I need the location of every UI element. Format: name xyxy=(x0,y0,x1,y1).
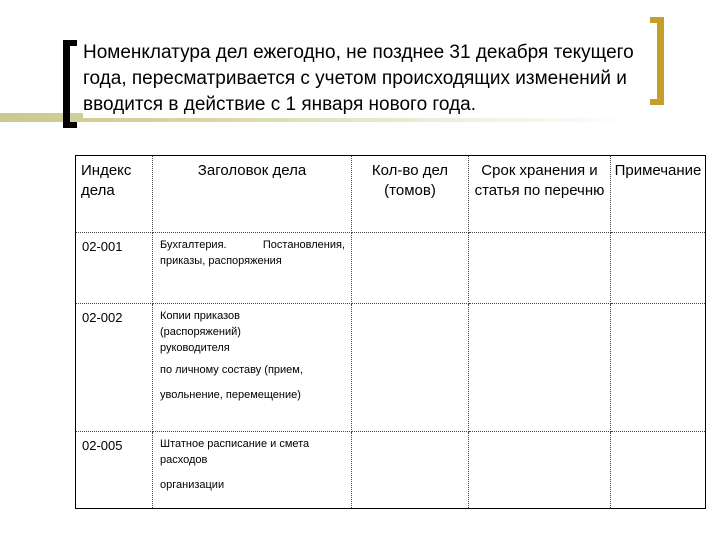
heading-line: увольнение, перемещение) xyxy=(160,389,301,401)
right-bracket-decoration xyxy=(650,17,664,105)
cell-index: 02-002 xyxy=(76,304,153,432)
cell-index: 02-005 xyxy=(76,432,153,509)
header-heading: Заголовок дела xyxy=(153,156,352,233)
cell-retention xyxy=(469,432,611,509)
cell-heading xyxy=(153,233,352,304)
table-row xyxy=(76,304,706,432)
cell-volumes xyxy=(352,233,469,304)
cell-retention xyxy=(469,233,611,304)
left-bracket-decoration xyxy=(63,40,77,128)
heading-line: Копии приказов (распоряжений) руководителя xyxy=(160,310,241,354)
cell-volumes xyxy=(352,432,469,509)
slide-title: Номенклатура дел ежегодно, не позднее 31 декабря текущего года, пересматривается с учетом происходящих изменений и вводится в действие с 1 января нового года. xyxy=(83,40,643,118)
cell-retention xyxy=(469,304,611,432)
heading-line: Штатное расписание и смета расходов xyxy=(160,438,310,466)
table-row xyxy=(76,233,706,304)
table-header-row xyxy=(76,156,706,233)
heading-line: организации xyxy=(160,479,225,491)
cell-volumes xyxy=(352,304,469,432)
header-volumes: Кол-во дел (томов) xyxy=(352,156,469,233)
header-index: Индекс дела xyxy=(76,156,153,233)
cell-index: 02-001 xyxy=(76,233,153,304)
cell-notes xyxy=(611,233,706,304)
heading-line: Бухгалтерия. Постановления, приказы, распоряжения xyxy=(160,239,345,267)
nomenclature-table xyxy=(75,155,706,509)
cell-heading xyxy=(153,304,352,432)
heading-line: по личному составу (прием, xyxy=(160,364,303,376)
table-row xyxy=(76,432,706,509)
header-retention: Срок хранения и статья по перечню xyxy=(469,156,611,233)
cell-notes xyxy=(611,432,706,509)
cell-heading xyxy=(153,432,352,509)
header-notes: Примечание xyxy=(611,156,706,233)
cell-notes xyxy=(611,304,706,432)
